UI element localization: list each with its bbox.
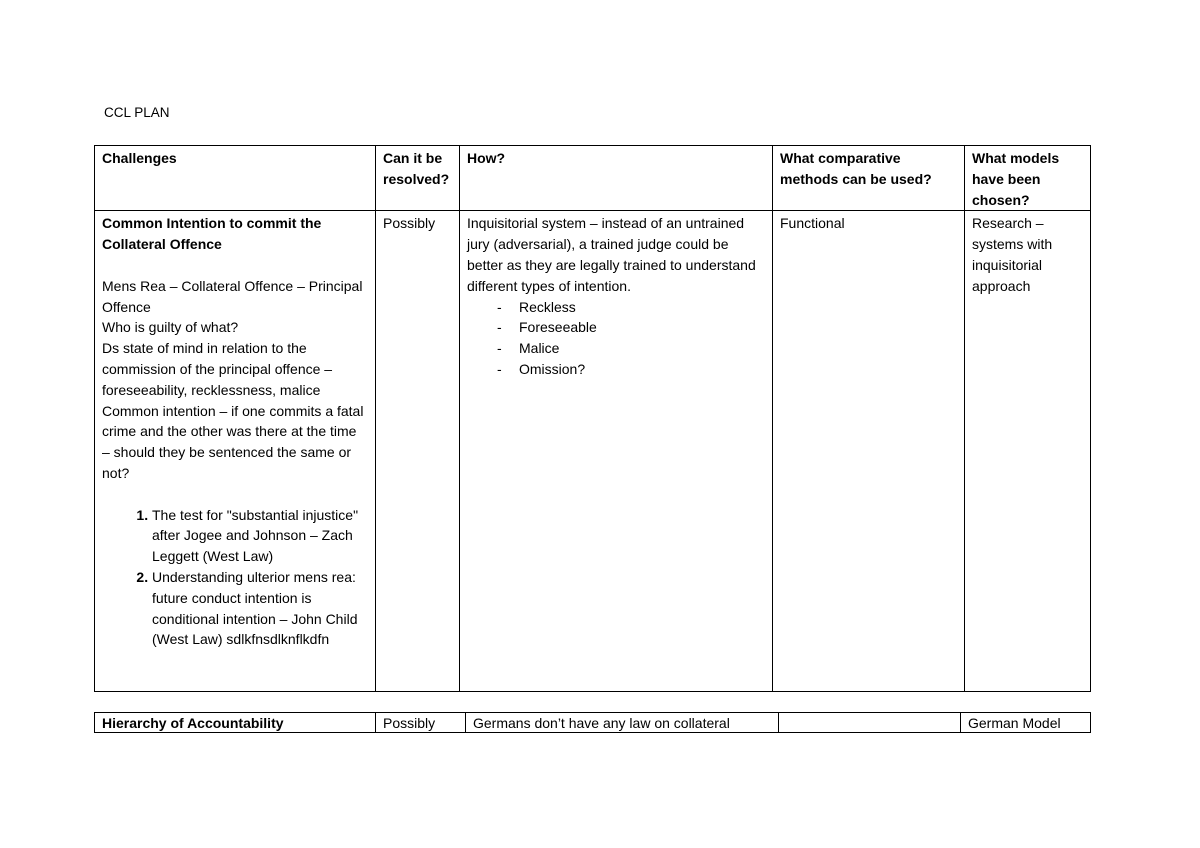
how-text: Inquisitorial system – instead of an untrained jury (adversarial), a trained judge could be better as they are legally trained to understand different types of intention. [467,215,756,294]
header-resolved: Can it be resolved? [376,146,460,211]
how-cell: Germans don’t have any law on collateral [466,713,779,733]
list-item: - Omission? [497,359,765,380]
header-models: What models have been chosen? [965,146,1091,211]
methods-cell [779,713,961,733]
list-item: 2. Understanding ulterior mens rea: future conduct intention is conditional intention – John Child (West Law) sdlkfnsdlknflkdfn [152,567,368,650]
challenge-state: Ds state of mind in relation to the commission of the principal offence – foreseeability, recklessness, malice [102,340,333,398]
challenge-cell: Hierarchy of Accountability [95,713,376,733]
ccl-plan-table [94,145,1091,692]
challenge-cell [95,211,376,692]
header-methods: What comparative methods can be used? [773,146,965,211]
challenge-mens-rea: Mens Rea – Collateral Offence – Principal Offence [102,277,363,315]
header-how: How? [460,146,773,211]
accountability-table [94,712,1091,733]
methods-cell: Functional [773,211,965,692]
how-cell [460,211,773,692]
list-item: - Foreseeable [497,317,765,338]
resolved-cell: Possibly [376,211,460,692]
header-challenges: Challenges [95,146,376,211]
header-row [95,146,1091,211]
models-cell: German Model [961,713,1091,733]
models-cell: Research – systems with inquisitorial approach [965,211,1091,692]
resolved-cell: Possibly [376,713,466,733]
challenge-sources-list [102,505,368,651]
page-title: CCL PLAN [104,105,170,120]
intention-types-list [467,297,765,380]
table-row [95,713,1091,733]
list-item: 1. The test for "substantial injustice" after Jogee and Johnson – Zach Leggett (West Law) [152,505,368,567]
challenge-title: Common Intention to commit the Collateral Offence [102,215,322,253]
table-row [95,211,1091,692]
challenge-who: Who is guilty of what? [102,319,239,336]
list-item: - Reckless [497,297,765,318]
list-item: - Malice [497,338,765,359]
challenge-common: Common intention – if one commits a fatal crime and the other was there at the time – should they be sentenced the same or not? [102,402,364,481]
